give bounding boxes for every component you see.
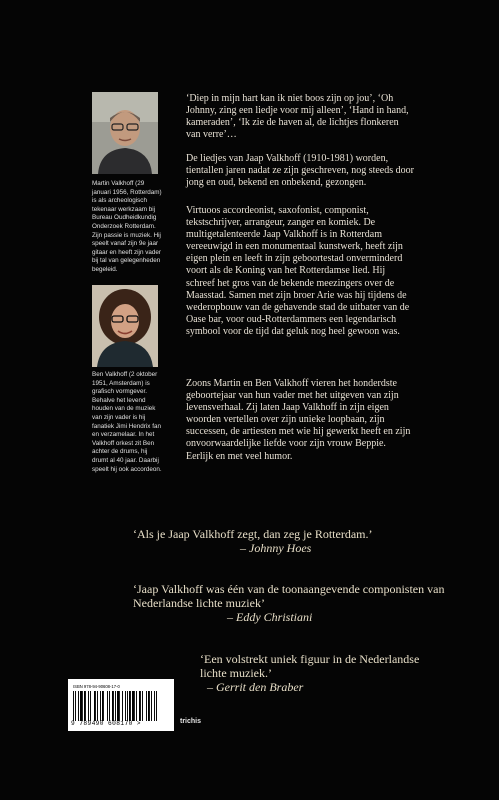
barcode-bar [109,691,110,721]
barcode-bar [156,691,157,721]
barcode-bar [90,691,91,721]
barcode-bar [88,691,89,721]
blurb-paragraph [186,378,414,463]
barcode-bar [125,691,126,721]
barcode-bar [151,691,152,721]
blurb-paragraph [186,93,414,141]
quote-author: – Eddy Christiani [227,610,313,624]
barcode-bar [97,691,98,721]
quote-text: ‘Jaap Valkhoff was één van de toonaangevende componisten van Nederlandse lichte muziek’ [133,582,445,610]
quote-text: ‘Als je Jaap Valkhoff zegt, dan zeg je Rotterdam.’ [133,527,373,541]
isbn-barcode [68,679,174,731]
barcode-bar [148,691,150,721]
blurb-text: De liedjes van Jaap Valkhoff (1910-1981) worden, tientallen jaren nadat ze zijn geschreven, nog steeds door jong en oud, bekend en onbekend, gezongen. [186,153,414,189]
photo-caption: Ben Valkhoff (2 oktober 1951, Amsterdam) is grafisch vormgever. Behalve het levend houden van de muziek van zijn vader is hij fanatiek Jimi Hendrix fan en verzamelaar. In het Valkhoff orkest zit Ben achter de drums, hij drumt al 40 jaar. Daarbij speelt hij ook accordeon. [92,371,162,473]
quote-author: – Gerrit den Braber [207,680,304,694]
barcode-bar [122,691,123,721]
barcode-bar [94,691,96,721]
barcode-bar [75,691,76,721]
isbn-digits: 9 789490 608170 > [71,720,141,727]
barcode-bar [129,691,131,721]
review-quote [133,527,433,555]
barcode-bar [127,691,128,721]
quote-text: ‘Een volstrekt uniek figuur in de Nederlandse lichte muziek.’ [200,652,420,680]
blurb-paragraph [186,205,414,338]
blurb-paragraph [186,153,414,189]
barcode-bar [80,691,83,721]
barcode-bar [84,691,86,721]
barcode-icon [73,691,169,721]
barcode-bar [139,691,141,721]
portrait-ben-image [92,285,158,367]
barcode-bar [146,691,147,721]
publisher-logo: trichis [180,718,202,725]
barcode-bar [102,691,104,721]
quote-author: – Johnny Hoes [240,541,312,555]
barcode-bar [73,691,74,721]
barcode-bar [107,691,108,721]
review-quote [200,652,420,694]
photo-caption: Martin Valkhoff (29 januari 1956, Rotterdam) is als archeologisch tekenaar werkzaam bij Bureau Oudheidkundig Onderzoek Rotterdam. Zijn passie is muziek. Hij speelt vanaf zijn 9e jaar gitaar en heeft zijn vader bij tal van gelegenheden begeleid. [92,180,162,273]
barcode-bar [142,691,143,721]
barcode-bar [117,691,120,721]
barcode-bar [115,691,116,721]
review-quote [133,582,463,624]
barcode-bar [132,691,135,721]
isbn-label: ISBN 978-94-90608-17-0 [73,684,120,689]
barcode-bar [100,691,101,721]
blurb-text: Zoons Martin en Ben Valkhoff vieren het honderdste geboortejaar van hun vader met het uitgeven van zijn levensverhaal. Zij laten Jaap Valkhoff in zijn eigen woorden vertellen over zijn unieke loopbaan, zijn successen, de artiesten met wie hij gewerkt heeft en zijn onvoorwaardelijke liefde voor zijn vrouw Beppie. Eerlijk en met veel humor. [186,378,411,462]
barcode-bar [112,691,114,721]
barcode-bar [136,691,137,721]
blurb-text: ‘Diep in mijn hart kan ik niet boos zijn op jou’, ‘Oh Johnny, zing een liedje voor mij alleen’, ‘Hand in hand, kameraden’, ‘Ik zie de haven al, de lichtjes flonkeren van verre’… [186,93,409,141]
blurb-text: Virtuoos accordeonist, saxofonist, componist, tekstschrijver, arrangeur, zanger en komiek. De multigetalenteerde Jaap Valkhoff is in Rotterdam vereeuwigd in een monumentaal kunstwerk, heeft zijn eigen plein en leeft in zijn geboortestad onverminderd voort als de Koning van het Rotterdamse lied. Hij schreef het gros van de bekende meezingers over de Maasstad. Samen met zijn broer Arie was hij tijdens de wederopbouw van de gehavende stad de uitbater van de Oase bar, voor oud-Rotterdammers een legendarisch symbool voor de tijd dat geluk nog heel gewoon was. [186,205,410,337]
portrait-martin-image [92,92,158,174]
portrait-photo-ben [92,285,158,367]
portrait-photo-martin [92,92,158,174]
barcode-bar [78,691,79,721]
barcode-bar [154,691,155,721]
